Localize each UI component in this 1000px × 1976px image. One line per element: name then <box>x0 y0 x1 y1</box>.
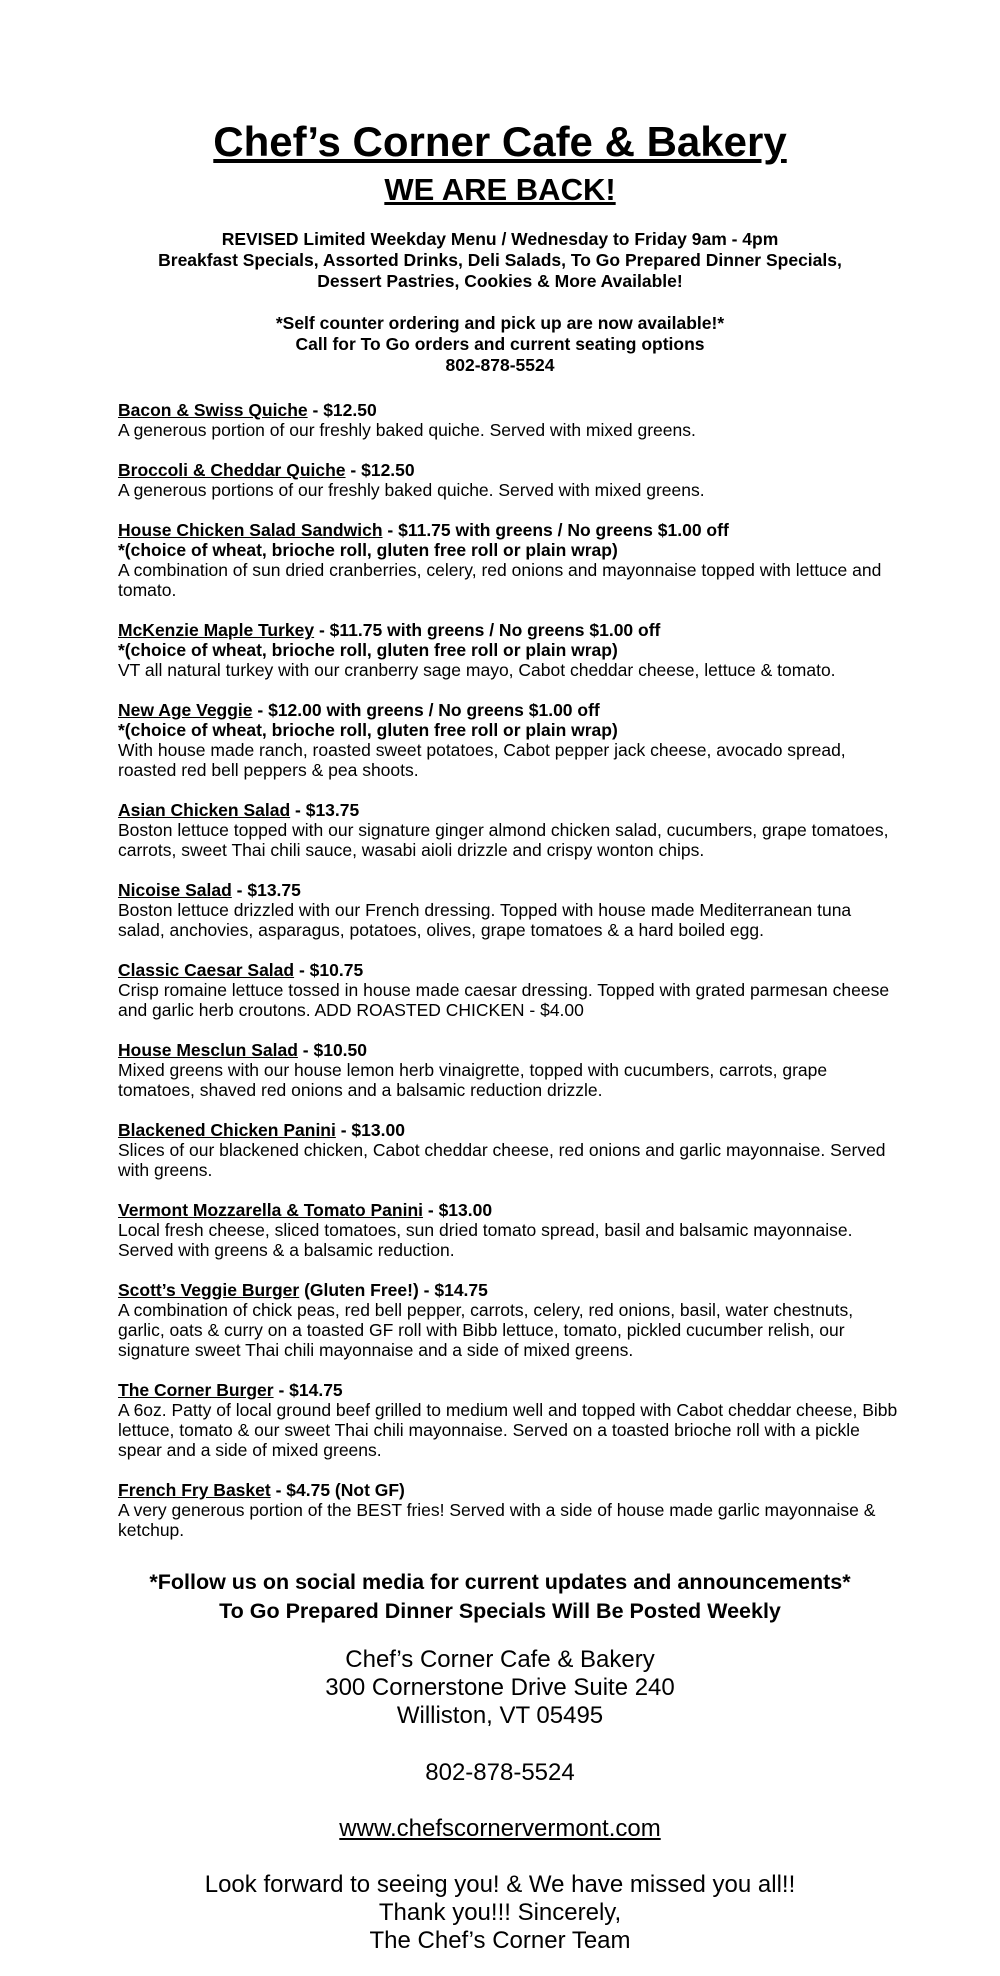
menu-item-name: The Corner Burger <box>118 1380 274 1400</box>
menu-item-price: - $12.50 <box>307 400 377 420</box>
intro-line: Call for To Go orders and current seating options <box>295 334 705 354</box>
menu-item-price: - $10.75 <box>294 960 364 980</box>
menu-item-name: Vermont Mozzarella & Tomato Panini <box>118 1200 424 1220</box>
menu-item-description: With house made ranch, roasted sweet potatoes, Cabot pepper jack cheese, avocado spread, roasted red bell peppers & pea shoots. <box>118 740 846 780</box>
menu-item <box>118 1200 898 1260</box>
menu-item <box>118 620 898 680</box>
menu-item-description: A generous portions of our freshly baked quiche. Served with mixed greens. <box>118 480 705 500</box>
address-line: Williston, VT 05495 <box>396 1702 604 1729</box>
menu-item-price: - $10.50 <box>297 1040 367 1060</box>
menu-item-price: - $14.75 <box>273 1380 343 1400</box>
website-link[interactable]: www.chefscornervermont.com <box>339 1815 661 1842</box>
menu-item-name: New Age Veggie <box>118 700 253 720</box>
address-line: Chef’s Corner Cafe & Bakery <box>345 1646 655 1673</box>
menu-item-price: - $4.75 (Not GF) <box>270 1480 405 1500</box>
menu-item-price: (Gluten Free!) - $14.75 <box>299 1280 488 1300</box>
menu-item-description: A generous portion of our freshly baked quiche. Served with mixed greens. <box>118 420 696 440</box>
intro-phone: 802-878-5524 <box>445 355 555 375</box>
closing-line: The Chef’s Corner Team <box>369 1927 631 1954</box>
menu-item-description: A very generous portion of the BEST fries! Served with a side of house made garlic mayonnaise & ketchup. <box>118 1500 876 1540</box>
address-block <box>0 1646 1000 1730</box>
menu-item <box>118 1480 898 1540</box>
page-title: Chef’s Corner Cafe & Bakery <box>213 118 787 165</box>
address-line: 300 Cornerstone Drive Suite 240 <box>325 1674 675 1701</box>
intro-block <box>0 229 1000 376</box>
menu-item <box>118 1120 898 1180</box>
intro-spacer <box>0 292 1000 313</box>
menu-item-description: A combination of sun dried cranberries, celery, red onions and mayonnaise topped with lettuce and tomato. <box>118 560 882 600</box>
menu-item-name: Bacon & Swiss Quiche <box>118 400 308 420</box>
menu-item-name: Broccoli & Cheddar Quiche <box>118 460 346 480</box>
dinner-specials-line: To Go Prepared Dinner Specials Will Be Posted Weekly <box>219 1599 781 1623</box>
intro-line: Breakfast Specials, Assorted Drinks, Deli Salads, To Go Prepared Dinner Specials, <box>158 250 842 270</box>
menu-item-description: Mixed greens with our house lemon herb vinaigrette, topped with cucumbers, carrots, grape tomatoes, shaved red onions and a balsamic reduction drizzle. <box>118 1060 828 1100</box>
menu-item <box>118 960 898 1020</box>
closing-block <box>0 1871 1000 1955</box>
intro-line: Dessert Pastries, Cookies & More Available! <box>317 271 683 291</box>
menu-item-price: - $12.00 with greens / No greens $1.00 off <box>252 700 600 720</box>
website-block <box>0 1815 1000 1843</box>
menu-item-note: *(choice of wheat, brioche roll, gluten free roll or plain wrap) <box>118 640 618 660</box>
menu-item <box>118 400 898 440</box>
menu-item-name: Scott’s Veggie Burger <box>118 1280 300 1300</box>
menu-item <box>118 1380 898 1460</box>
page-subtitle: WE ARE BACK! <box>384 172 616 207</box>
menu-item-name: Classic Caesar Salad <box>118 960 295 980</box>
social-notice-line: *Follow us on social media for current updates and announcements* <box>149 1570 851 1594</box>
intro-line: *Self counter ordering and pick up are now available!* <box>275 313 725 333</box>
menu-item <box>118 700 898 780</box>
menu-item-note: *(choice of wheat, brioche roll, gluten free roll or plain wrap) <box>118 720 618 740</box>
menu-item-description: Boston lettuce topped with our signature ginger almond chicken salad, cucumbers, grape tomatoes, carrots, sweet Thai chili sauce, wasabi aioli drizzle and crispy wonton chips. <box>118 820 889 860</box>
menu-item-name: French Fry Basket <box>118 1480 271 1500</box>
menu-item <box>118 880 898 940</box>
menu-item <box>118 800 898 860</box>
menu-item-name: Asian Chicken Salad <box>118 800 291 820</box>
menu-item-note: *(choice of wheat, brioche roll, gluten free roll or plain wrap) <box>118 540 618 560</box>
menu-item-description: Boston lettuce drizzled with our French dressing. Topped with house made Mediterranean tuna salad, anchovies, asparagus, potatoes, olives, grape tomatoes & a hard boiled egg. <box>118 900 852 940</box>
menu-item-price: - $12.50 <box>345 460 415 480</box>
menu-item-description: Local fresh cheese, sliced tomatoes, sun dried tomato spread, basil and balsamic mayonnaise. Served with greens & a balsamic reduction. <box>118 1220 853 1260</box>
closing-line: Thank you!!! Sincerely, <box>378 1899 622 1926</box>
menu-item-description: Crisp romaine lettuce tossed in house made caesar dressing. Topped with grated parmesan cheese and garlic herb croutons. ADD ROASTED CHICKEN - $4.00 <box>118 980 890 1020</box>
menu-item-price: - $13.00 <box>335 1120 405 1140</box>
menu-item-description: Slices of our blackened chicken, Cabot cheddar cheese, red onions and garlic mayonnaise. Served with greens. <box>118 1140 886 1180</box>
footer-phone: 802-878-5524 <box>425 1759 575 1786</box>
menu-item-description: A 6oz. Patty of local ground beef grilled to medium well and topped with Cabot cheddar cheese, Bibb lettuce, tomato & our sweet Thai chili mayonnaise. Served on a toasted brioche roll with a pickle spear and a side of mixed greens. <box>118 1400 898 1460</box>
menu-item-price: - $13.75 <box>231 880 301 900</box>
menu-item-price: - $11.75 with greens / No greens $1.00 off <box>314 620 661 640</box>
menu-item-name: McKenzie Maple Turkey <box>118 620 315 640</box>
menu-item-description: A combination of chick peas, red bell pepper, carrots, celery, red onions, basil, water chestnuts, garlic, oats & curry on a toasted GF roll with Bibb lettuce, tomato, pickled cucumber relish, our signature sweet Thai chili mayonnaise and a side of mixed greens. <box>118 1300 854 1360</box>
menu-item-name: House Chicken Salad Sandwich <box>118 520 383 540</box>
menu-item-name: House Mesclun Salad <box>118 1040 298 1060</box>
menu-item-name: Nicoise Salad <box>118 880 232 900</box>
menu-item <box>118 1040 898 1100</box>
social-notice <box>0 1568 1000 1626</box>
menu-item-name: Blackened Chicken Panini <box>118 1120 336 1140</box>
closing-line: Look forward to seeing you! & We have missed you all!! <box>204 1871 796 1898</box>
menu-item <box>118 460 898 500</box>
menu-item-price: - $13.00 <box>423 1200 493 1220</box>
menu-item-price: - $13.75 <box>290 800 360 820</box>
menu-item-description: VT all natural turkey with our cranberry sage mayo, Cabot cheddar cheese, lettuce & tomato. <box>118 660 836 680</box>
menu-item <box>118 1280 898 1360</box>
intro-line: REVISED Limited Weekday Menu / Wednesday to Friday 9am - 4pm <box>221 229 779 249</box>
menu-item <box>118 520 898 600</box>
menu-item-price: - $11.75 with greens / No greens $1.00 off <box>382 520 729 540</box>
menu-list <box>118 400 898 1560</box>
